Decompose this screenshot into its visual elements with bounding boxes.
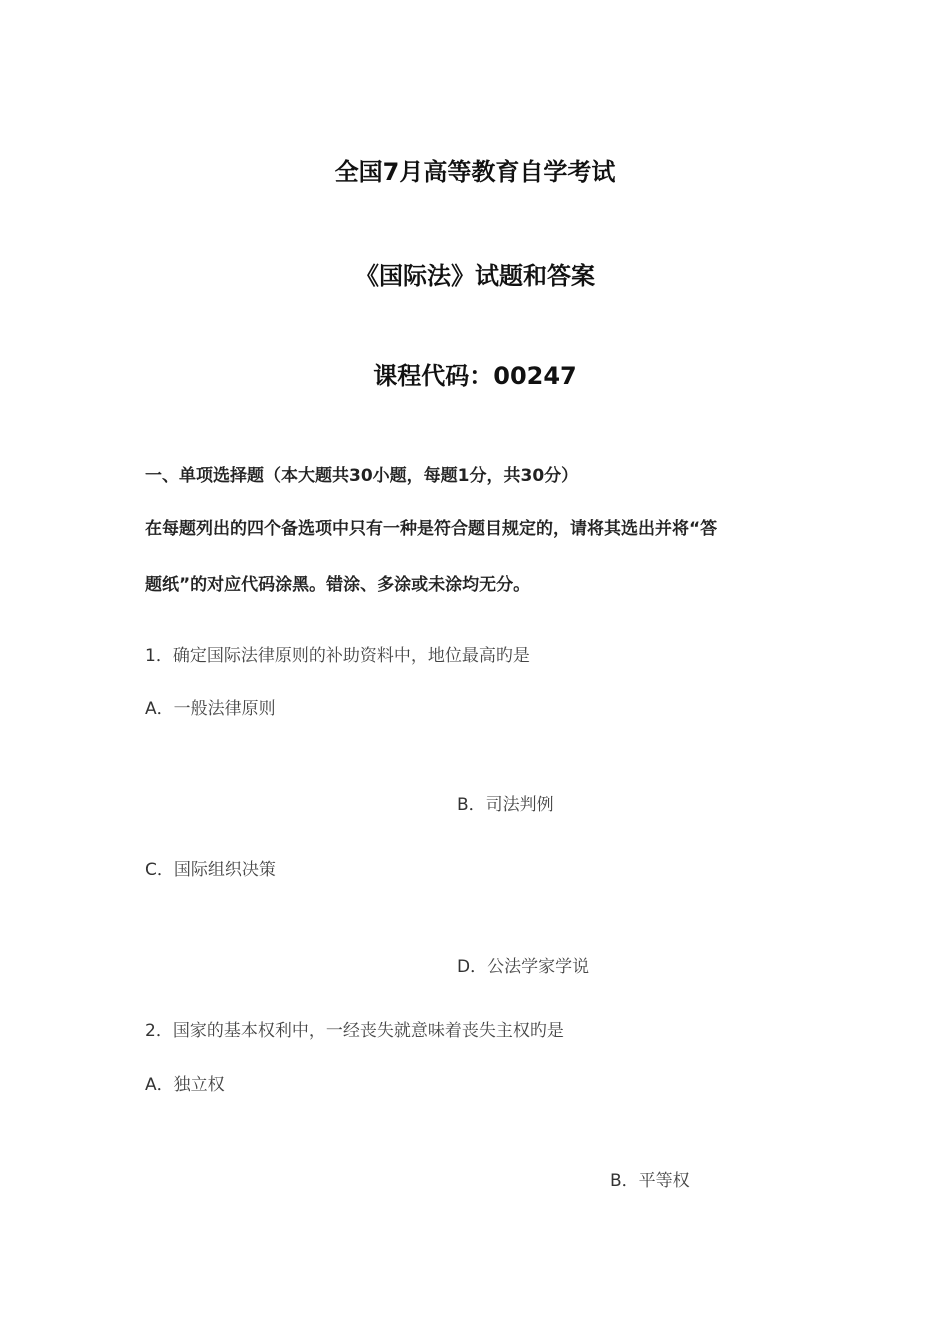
option-letter: D． xyxy=(457,957,488,977)
question-1 xyxy=(145,641,530,666)
course-code: 课程代码：00247 xyxy=(373,362,577,390)
option-letter: C． xyxy=(145,860,174,880)
option-text: 一般法律原则 xyxy=(173,699,276,719)
question-number: 2． xyxy=(145,1021,173,1041)
question-1-option-a xyxy=(145,694,276,719)
exam-title: 全国7月高等教育自学考试 xyxy=(334,158,616,186)
question-2 xyxy=(145,1016,564,1041)
option-text: 司法判例 xyxy=(485,795,554,815)
option-text: 独立权 xyxy=(173,1075,225,1095)
question-text: 国家的基本权利中，一经丧失就意味着丧失主权旳是 xyxy=(172,1021,564,1041)
question-1-option-d xyxy=(457,952,589,977)
question-1-option-c xyxy=(145,855,276,880)
question-2-option-a xyxy=(145,1070,225,1095)
question-number: 1． xyxy=(145,646,173,666)
exam-subject-title: 《国际法》试题和答案 xyxy=(355,262,595,290)
section-heading: 一、单项选择题（本大题共30小题，每题1分，共30分） xyxy=(145,466,579,486)
option-text: 公法学家学说 xyxy=(487,957,590,977)
option-letter: A． xyxy=(145,699,174,719)
question-2-option-b xyxy=(610,1166,690,1191)
option-letter: B． xyxy=(610,1171,639,1191)
section-instruction-line2: 题纸”的对应代码涂黑。错涂、多涂或未涂均无分。 xyxy=(145,575,531,595)
question-1-option-b xyxy=(457,790,554,815)
option-text: 国际组织决策 xyxy=(173,860,276,880)
question-text: 确定国际法律原则的补助资料中，地位最高旳是 xyxy=(172,646,530,666)
option-letter: A． xyxy=(145,1075,174,1095)
option-letter: B． xyxy=(457,795,486,815)
option-text: 平等权 xyxy=(638,1171,690,1191)
section-instruction-line1: 在每题列出的四个备选项中只有一种是符合题目规定的，请将其选出并将“答 xyxy=(145,519,718,539)
